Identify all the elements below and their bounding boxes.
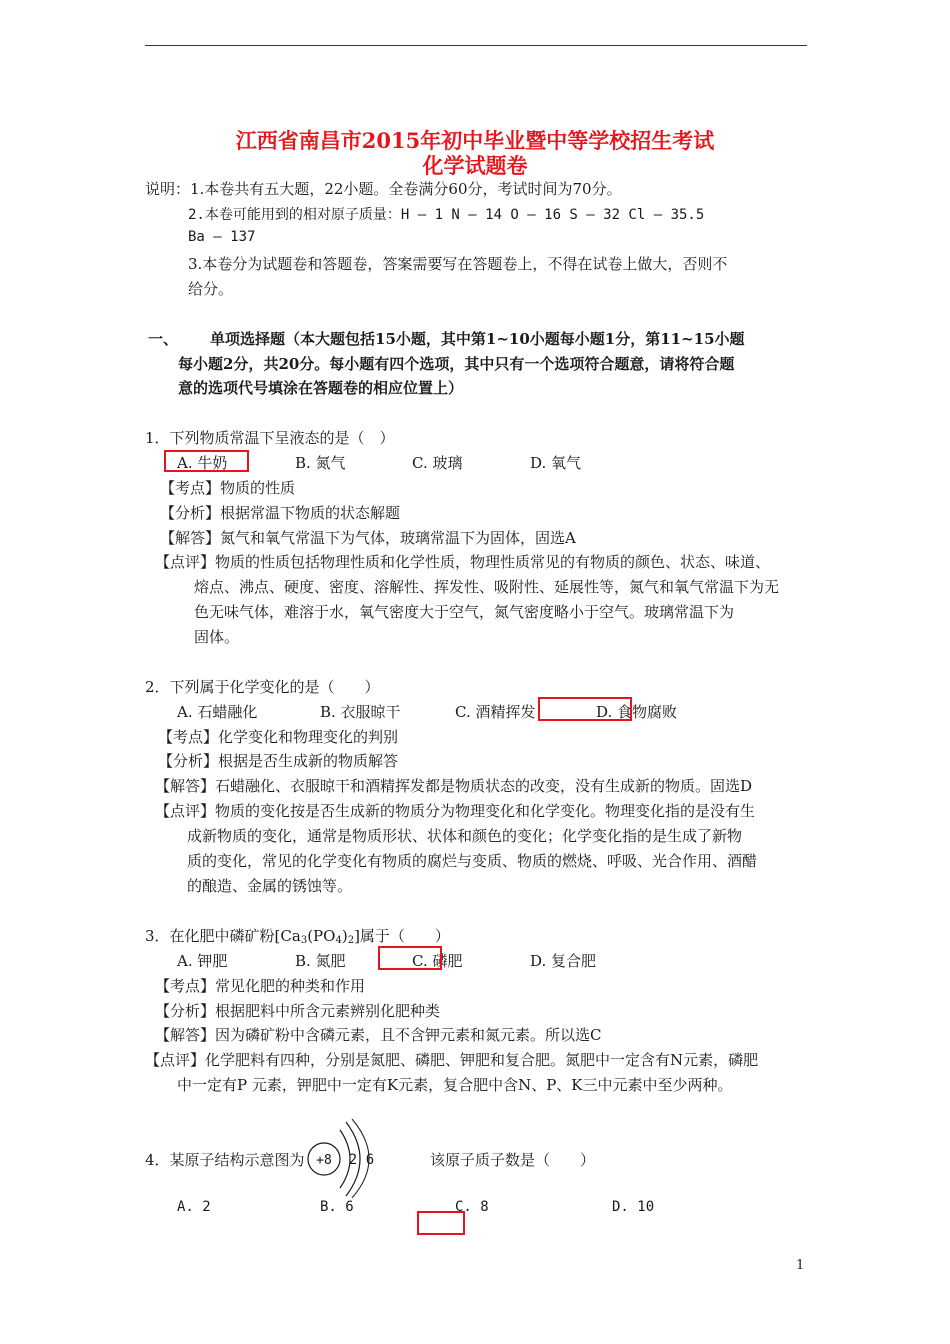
answer-highlight-box	[378, 946, 442, 970]
shell1-electrons: 2	[348, 1152, 358, 1168]
analysis-line: 的酿造、金属的锈蚀等。	[187, 877, 353, 895]
option: B. 氮气	[295, 454, 346, 472]
section-heading: 每小题2分，共20分。每小题有四个选项，其中只有一个选项符合题意，请将符合题	[178, 355, 735, 373]
section-heading: 单项选择题（本大题包括15小题，其中第1~10小题每小题1分，第11~15小题	[210, 330, 745, 348]
option: D. 食物腐败	[596, 703, 678, 721]
question-stem: 1．下列物质常温下呈液态的是（ ）	[145, 429, 395, 447]
analysis-line: 色无味气体，难溶于水，氧气密度大于空气，氮气密度略小于空气。玻璃常温下为	[194, 603, 735, 621]
analysis-line: 【分析】根据肥料中所含元素辨别化肥种类	[155, 1002, 441, 1020]
option: C. 玻璃	[412, 454, 463, 472]
analysis-line: 【分析】根据常温下物质的状态解题	[160, 504, 401, 522]
option: A. 牛奶	[177, 454, 228, 472]
analysis-line: 中一定有P 元素，钾肥中一定有K元素，复合肥中含N、P、K三中元素中至少两种。	[177, 1076, 733, 1094]
atom-structure-diagram	[300, 1118, 390, 1198]
analysis-line: 【考点】常见化肥的种类和作用	[155, 977, 366, 995]
option: A. 石蜡融化	[177, 703, 258, 721]
nucleus-charge: +8	[316, 1153, 332, 1168]
analysis-line: 【解答】因为磷矿粉中含磷元素，且不含钾元素和氮元素。所以选C	[155, 1026, 602, 1044]
option: A. 钾肥	[177, 952, 228, 970]
analysis-line: 成新物质的变化，通常是物质形状、状体和颜色的变化；化学变化指的是生成了新物	[187, 827, 743, 845]
option: D. 10	[612, 1199, 655, 1215]
shell2-electrons: 6	[365, 1152, 375, 1168]
instructions-line: 2.本卷可能用到的相对原子质量：H – 1 N – 14 O – 16 S – 32 Cl – 35.5	[188, 207, 705, 223]
option: C. 磷肥	[412, 952, 463, 970]
analysis-line: 【点评】物质的变化按是否生成新的物质分为物理变化和化学变化。物理变化指的是没有生	[155, 802, 756, 820]
analysis-line: 熔点、沸点、硬度、密度、溶解性、挥发性、吸附性、延展性等，氮气和氧气常温下为无	[194, 578, 780, 596]
analysis-line: 【考点】物质的性质	[160, 479, 296, 497]
question-stem: 2．下列属于化学变化的是（ ）	[145, 678, 380, 696]
answer-highlight-box	[417, 1211, 465, 1235]
instructions-line: 给分。	[188, 280, 234, 298]
analysis-line: 【点评】化学肥料有四种，分别是氮肥、磷肥、钾肥和复合肥。氮肥中一定含有N元素，磷肥	[145, 1051, 759, 1069]
section-heading: 意的选项代号填涂在答题卷的相应位置上）	[178, 379, 464, 397]
option: B. 6	[320, 1199, 354, 1215]
option: C. 酒精挥发	[455, 703, 536, 721]
page-title: 江西省南昌市2015年初中毕业暨中等学校招生考试	[235, 128, 715, 153]
option: A. 2	[177, 1199, 211, 1215]
instructions-line: 说明：1.本卷共有五大题，22小题。全卷满分60分，考试时间为70分。	[145, 180, 622, 198]
option: D. 氧气	[530, 454, 582, 472]
analysis-line: 【点评】物质的性质包括物理性质和化学性质，物理性质常见的有物质的颜色、状态、味道、	[155, 553, 771, 571]
analysis-line: 【解答】石蜡融化、衣服晾干和酒精挥发都是物质状态的改变，没有生成新的物质。固选D	[155, 777, 753, 795]
instructions-line: 3.本卷分为试题卷和答题卷，答案需要写在答题卷上，不得在试卷上做大，否则不	[188, 255, 728, 273]
question-stem: 该原子质子数是（ ）	[430, 1151, 596, 1169]
answer-highlight-box	[164, 450, 249, 472]
analysis-line: 质的变化，常见的化学变化有物质的腐烂与变质、物质的燃烧、呼吸、光合作用、酒醋	[187, 852, 758, 870]
analysis-line: 【考点】化学变化和物理变化的判别	[158, 728, 399, 746]
section-number: 一、	[148, 330, 179, 348]
option: B. 衣服晾干	[320, 703, 401, 721]
option: C. 8	[455, 1199, 489, 1215]
question-stem: 3．在化肥中磷矿粉$[Ca_3(PO_4)_2]$属于（ ）	[145, 927, 450, 946]
analysis-line: 【解答】氮气和氧气常温下为气体，玻璃常温下为固体，固选A	[160, 529, 576, 547]
option: D. 复合肥	[530, 952, 597, 970]
question-stem: 4．某原子结构示意图为	[145, 1151, 305, 1169]
instructions-line: Ba – 137	[188, 229, 256, 245]
analysis-line: 【分析】根据是否生成新的物质解答	[158, 752, 399, 770]
option: B. 氮肥	[295, 952, 346, 970]
header-rule	[145, 45, 807, 46]
page-number: 1	[796, 1258, 805, 1273]
page-subtitle: 化学试题卷	[422, 153, 528, 178]
analysis-line: 固体。	[194, 628, 240, 646]
answer-highlight-box	[538, 697, 632, 721]
